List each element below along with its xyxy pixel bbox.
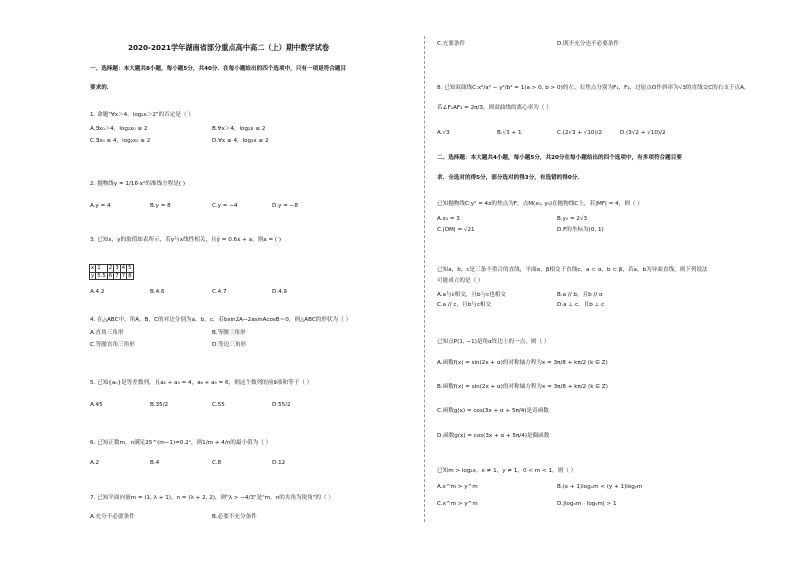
q8-option-c: C.(2√3 + √10)/2 xyxy=(557,130,603,136)
q3-option-a: A.4.2 xyxy=(90,289,105,295)
q4-stem: 4. 在△ABC中，角A，B，C的对边分别为a，b，c，若bsin2A−2asinAcosB＝0，则△ABC的形状为（ ） xyxy=(90,317,352,323)
table-cell: 7 xyxy=(115,272,119,279)
table-cell: 6 xyxy=(108,272,113,279)
q4-option-a: A.直角三角形 xyxy=(90,330,124,336)
table-cell: 4 xyxy=(121,265,126,271)
section-1-header: 一、选择题：本大题共8小题，每小题5分，共40分．在每小题给出的四个选项中，只有一项是符合题目 xyxy=(90,66,347,72)
q9-option-a: A.x₀ = 3 xyxy=(437,216,460,222)
q3-stem: 3. 已知x，y的取值如表所示，若y与x线性相关，且ŷ = 0.6x + a，则a = ( ) xyxy=(90,237,282,243)
q1-stem: 1. 命题"∀x＞4，log₂x＞2"的否定是（ ） xyxy=(90,112,194,118)
q10-stem: 已知a，b，c是三条不重合的直线，平面α，β相交于直线c，a ⊂ α，b ⊂ β，若a，b为异面直线，则下列说法 xyxy=(437,267,708,273)
q1-option-a: A.∃x₀＞4，log₂x₀ ≤ 2 xyxy=(90,126,148,132)
exam-title: 2020-2021学年湖南省部分重点高中高二（上）期中数学试卷 xyxy=(128,43,330,52)
q2-option-b: B.y = 8 xyxy=(150,203,171,209)
q6-option-a: A.2 xyxy=(90,460,100,466)
q10-option-c: C.a // c，且b与c相交 xyxy=(437,302,492,308)
table-cell: 5.5 xyxy=(97,272,106,279)
q2-option-d: D.y = −8 xyxy=(272,203,298,209)
q10-option-b: B.a // b，且b // α xyxy=(557,292,603,298)
q12-option-b: B.(x + 1)logₓm < (y + 1)logᵧm xyxy=(557,484,643,490)
q7-option-d: D.既不充分也不必要条件 xyxy=(557,41,620,47)
q6-option-d: D.12 xyxy=(272,460,286,466)
q3-option-b: B.4.6 xyxy=(150,289,165,295)
section-2-header: 二、选择题：本大题共4小题，每小题5分，共20分在每小题给出的四个选项中，有多项符合题目要 xyxy=(437,155,682,161)
q8-option-d: D.(3√2 + √10)/2 xyxy=(620,130,666,136)
column-divider xyxy=(424,36,425,522)
table-row xyxy=(90,265,134,273)
q2-option-a: A.y = 4 xyxy=(90,203,111,209)
q6-option-c: C.8 xyxy=(212,460,222,466)
q9-stem: 已知抛物线C:y² = 4x的焦点为F，点M(x₀, y₀)在抛物线C上，若|MF| = 4，则（ ） xyxy=(437,201,643,207)
q5-option-d: D.55/2 xyxy=(272,402,291,408)
section-2-header-cont: 求．全选对的得5分，部分选对的得3分，有选错的得0分． xyxy=(437,175,583,181)
q1-option-b: B.∀x＞4，log₂x ≤ 2 xyxy=(212,126,266,132)
table-row xyxy=(90,272,134,280)
q3-option-c: C.4.7 xyxy=(212,289,227,295)
q5-option-c: C.55 xyxy=(212,402,225,408)
q8-stem: 8. 已知双曲线C:x²/a² − y²/b² = 1(a > 0, b > 0)的左、右焦点分别为F₁，F₂，过原点O作斜率为√3的直线交C的右支于点A， xyxy=(437,85,750,91)
q11-option-c: C.函数g(x) = cos(3x + α + 5π/4)是奇函数 xyxy=(437,408,549,414)
q12-option-d: D.|logₓm · logᵧm| > 1 xyxy=(557,501,617,507)
q7-stem: 7. 已知平面向量m = (1, λ + 1)，n = (λ + 2, 2)，则"λ > −4/3"是"m，n的夹角为锐角"的（ ） xyxy=(90,495,334,501)
q4-option-d: D.等边三角形 xyxy=(212,342,247,348)
q8-option-a: A.√3 xyxy=(437,130,450,136)
q11-option-b: B.函数f(x) = sin(2x + α)的对称轴方程为x = 3π/8 + kπ/2 (k ∈ Z) xyxy=(437,384,608,390)
q7-option-a: A.充分不必要条件 xyxy=(90,514,135,520)
q5-option-a: A.45 xyxy=(90,402,103,408)
q9-option-c: C.|OM| = √21 xyxy=(437,227,475,233)
q11-stem: 已知点P(1, −1)是角α终边上的一点，则（ ） xyxy=(437,339,550,345)
q3-data-table xyxy=(89,264,134,280)
q5-option-b: B.35/2 xyxy=(150,402,169,408)
table-cell: x xyxy=(91,265,95,271)
q11-option-d: D.函数g(x) = cos(3x + α + 5π/4)是偶函数 xyxy=(437,433,550,439)
q7-option-b: B.必要不充分条件 xyxy=(212,514,257,520)
q8-stem-cont: 若∠F₁AF₂ = 2π/3，则双曲线的离心率为（ ） xyxy=(437,105,552,111)
q7-option-c: C.充要条件 xyxy=(437,41,466,47)
table-cell: 3 xyxy=(115,265,119,271)
q1-option-d: D.∀x ≤ 4，log₂x ≤ 2 xyxy=(212,138,269,144)
q4-option-b: B.等腰三角形 xyxy=(212,330,246,336)
q9-option-b: B.y₀ = 2√3 xyxy=(557,216,588,222)
q6-option-b: B.4 xyxy=(150,460,160,466)
q4-option-c: C.等腰直角三角形 xyxy=(90,342,135,348)
q5-stem: 5. 已知{aₙ}是等差数列，且a₂ + a₅ = 4，a₆ + a₉ = 6，则这个数列的前9项和等于（ ） xyxy=(90,380,313,386)
q2-stem: 2. 抛物线y = 1/16·x²的准线方程是( ) xyxy=(90,181,186,187)
table-cell: 7 xyxy=(121,272,126,279)
section-1-header-cont: 要求的． xyxy=(90,85,113,91)
q12-option-c: C.x^m > y^m xyxy=(437,501,478,507)
q11-option-a: A.函数f(x) = sin(2x + α)的对称轴方程为x = 3π/8 + kπ/2 (k ∈ Z) xyxy=(437,360,608,366)
q9-option-d: D.F的坐标为(0, 1) xyxy=(557,227,604,233)
q12-stem: 已知m > log₂x，x ≠ 1，y ≠ 1，0 < m < 1，则（ ） xyxy=(437,468,577,474)
q12-option-a: A.x^m > y^m xyxy=(437,484,478,490)
q8-option-b: B.√3 + 1 xyxy=(497,130,522,136)
table-cell: 8 xyxy=(128,272,132,279)
table-cell: y xyxy=(91,272,95,279)
table-cell: 1 xyxy=(96,265,108,273)
table-cell: 5 xyxy=(128,265,132,271)
q1-option-c: C.∃x₀ ≤ 4，log₂x₀ ≤ 2 xyxy=(90,138,151,144)
q10-stem-cont: 可能成立的是（ ） xyxy=(437,278,484,284)
q3-option-d: D.4.9 xyxy=(272,289,287,295)
q6-stem: 6. 已知正数m，n满足25^(m−1)=0.2ⁿ，则1/m + 4/n的最小值为（ ） xyxy=(90,440,272,446)
q10-option-d: D.a ⊥ c，且b ⊥ c xyxy=(557,302,605,308)
table-cell: 2 xyxy=(108,265,113,271)
q10-option-a: A.a与c相交，且b与c也相交 xyxy=(437,292,506,298)
q2-option-c: C.y = −4 xyxy=(212,203,238,209)
